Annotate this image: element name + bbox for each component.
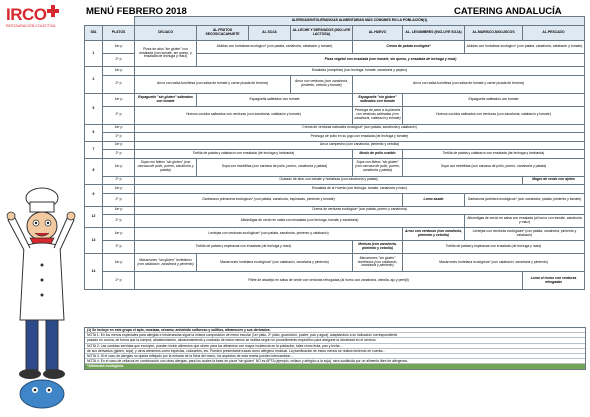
plate-first: 1er p (103, 254, 135, 272)
day-number: 8 (85, 158, 103, 185)
menu-cell: Muslo de pollo rustido (353, 150, 403, 159)
menu-cell: Arroz con verduras (con zanahoria, pimiento y cebolla) (403, 228, 465, 241)
note-line: NOTA 3: Si el caso de alergias no queda reflejado por la entrada de la ficha del menú, los aspectos de esta receta pueden intercambiar.... (85, 354, 585, 359)
plate-second: 2º p (103, 176, 135, 185)
menu-cell: Huevos cocidos salteados con verduras (con zanahoria, calabacín y tomate) (135, 106, 353, 124)
menu-cell: Macarrones "sin gluten" hortelanos (con calabacín, zanahoria y pimiento) (135, 254, 197, 272)
menu-cell: Sopa con estrellitas (con carcasa de pollo, puerro, zanahoria y patata) (403, 158, 585, 176)
plate-first: 1er p (103, 228, 135, 241)
menu-cell: Espaguetis salteados con tomate (197, 93, 353, 106)
menu-cell: Ensalada (completa) (con lechuga, tomate, zanahoria y pepino) (135, 67, 585, 76)
header-dia: DÍA (85, 26, 103, 41)
menu-cell: Guisado de atún con tomate y hortalizas (con zanahoria y patata) (135, 176, 523, 185)
menu-cell: Alubias con hortalizas ecológico* (con patata, zanahoria, calabacín y tomate) (465, 41, 585, 54)
plate-second: 2º p (103, 241, 135, 254)
plate-second: 2º p (103, 75, 135, 93)
header-leche: AL.LECHE Y DERIVADOS (INCLUYE LACTOSA) (291, 26, 353, 41)
note-line: NOTA 1: En los menús especiales para alergias e intolerancias sigue la misma composición de menú escolar (1er plato, 2º plato, guarnición, postre, pan y agua), adaptándolo a su indicación correspondiente. (85, 333, 585, 338)
plate-second: 2º p (103, 54, 135, 67)
menu-cell: Crema de patata ecológica* (353, 41, 465, 54)
day-number: 14 (85, 254, 103, 290)
note-line: pasado en cocina, de forma que la compra, abastecimiento, almacenamiento y cocinado de estos menús se realiza según un procedimiento específico para asegurar la idoneidad en el servicio. (85, 338, 585, 343)
plate-second: 2º p (103, 193, 135, 206)
note-footer: *Alimentos ecológicos (85, 364, 585, 368)
menu-cell: Albóndigas de cerdo en salsa con ensalada (al horno con tomate, zanahoria y maíz) (465, 215, 585, 228)
plate-second: 2º p (103, 150, 135, 159)
menu-cell: Espaguetis "sin gluten" salteados con tomate (353, 93, 403, 106)
menu-cell: Garbanzos primavera ecológicos* (con patata, zanahoria, espinacas, pimiento y tomate) (135, 193, 403, 206)
menu-cell: Sopa con estrellitas (con carcasa de pollo, puerro, zanahoria y patata) (197, 158, 353, 176)
allergy-group-header: ALERGIAS/INTOLERANCIAS ALIMENTARIAS MÁS COMUNES EN LA POBLACIÓN(1) (135, 17, 585, 26)
menu-cell: Pizza vegetal con ensalada (con tomate, sin queso, y ensalada de lechuga y maíz) (197, 54, 585, 67)
menu-cell: Espaguetis "sin gluten" salteados con tomate (135, 93, 197, 106)
day-number: 6 (85, 124, 103, 141)
menu-cell: Crema de verduras naturales ecológica* (con patata, zanahoria y calabacín) (135, 124, 585, 133)
note-line: de sus derivados (gluten, soja), y otros alimentos como especias, colorantes, etc. Pueden presentarse trazas como alérgeno residual. La planificación de estos menús se realiza teniendo en cuenta... (85, 349, 585, 354)
header-marisco: AL.MARISCO-MOLUSCOS (465, 26, 523, 41)
menu-cell: Arroz campesino (con zanahoria, pimiento y cebolla) (135, 141, 585, 150)
footnotes (84, 327, 586, 370)
menu-cell: Lentejas con verduras ecológicas* (con patata, zanahoria, pimiento y calabacín) (135, 228, 403, 241)
day-number: 5 (85, 93, 103, 124)
day-number: 9 (85, 185, 103, 207)
menu-cell: Macarrones hortelana ecológicos* (con calabacín, zanahoria y pimiento) (197, 254, 353, 272)
menu-cell: Pizza de atún "sin gluten" con ensalada (con tomate, sin queso, y ensalada de lechuga y maíz) (135, 41, 197, 67)
header-huevo: AL.HUEVO (353, 26, 403, 41)
menu-cell: Lentejas con verduras ecológicas* (con patata, zanahoria, pimiento y calabacín) (465, 228, 585, 241)
menu-title: MENÚ FEBRERO 2018 (86, 6, 187, 17)
allergy-menu-table (84, 16, 585, 290)
menu-cell: Arroz con salsa boloñesa (con salsa de tomate y carne picada de ternera) (353, 75, 585, 93)
plate-second: 2º p (103, 133, 135, 142)
menu-cell: Pechuga de pollo en su jugo con ensalada (de lechuga y tomate) (135, 133, 585, 142)
plate-first: 1er p (103, 185, 135, 194)
caterer-name: CATERING ANDALUCÍA (454, 6, 562, 17)
day-number: 1 (85, 41, 103, 67)
day-number: 7 (85, 141, 103, 158)
note-line: NOTA 2: Las comidas servidas que excluyen, pueden incluir alimentos que sirven para los alimentos con mayor incidencia en la población, tales como fruta, pan y leche... (85, 344, 585, 349)
header-frutos: AL.FRUTOS SECOS/CACAHUETE (197, 26, 249, 41)
header-soja: AL.SOJA (249, 26, 291, 41)
header-pescado: AL.PESCADO (523, 26, 585, 41)
menu-cell: Macarrones hortelana ecológicos* (con calabacín, zanahoria y pimiento) (403, 254, 585, 272)
menu-cell: Arroz con salsa boloñesa (con salsa de tomate y carne picada de ternera) (135, 75, 291, 93)
header-celiaco: CELIACO (135, 26, 197, 41)
menu-cell: Albóndigas de cerdo en salsa con ensalada (con lechuga, tomate y zanahoria) (135, 215, 465, 228)
menu-cell: Alubias con hortalizas ecológico* (con patata, zanahoria, calabacín y tomate) (197, 41, 353, 54)
menu-cell: Tortilla de patata y calabacín con ensalada (de lechuga y lombarda) (403, 150, 585, 159)
menu-cell: Tortilla de patata y espinacas con ensalada (de lechuga y maíz) (135, 241, 353, 254)
day-number: 13 (85, 228, 103, 254)
menu-cell: Espaguetis salteados con tomate (403, 93, 585, 106)
plate-first: 1er p (103, 41, 135, 54)
menu-cell: Filete de abadejo en salsa de verde con verduras rehogadas (al horno con zanahoria, cebolla, ajo y perejil) (135, 272, 523, 290)
plate-second: 2º p (103, 106, 135, 124)
plate-first: 1er p (103, 141, 135, 150)
menu-cell: Sopa con fideos "sin gluten" (con carcasa de pollo, puerro, zanahoria y patata) (135, 158, 197, 176)
plate-first: 1er p (103, 124, 135, 133)
day-number: 2 (85, 67, 103, 94)
logo-cross-icon (46, 4, 60, 18)
menu-cell: Ensalada de la Huerta (con lechuga, tomate, zanahoria y maíz) (135, 185, 585, 194)
plate-second: 2º p (103, 272, 135, 290)
menu-cell: Garbanzos jardinera ecológicos* (con zanahoria, patata, pimiento y tomate) (465, 193, 585, 206)
plate-first: 1er p (103, 67, 135, 76)
chef-mascot-illustration (2, 180, 82, 415)
plate-first: 1er p (103, 158, 135, 176)
note-line: (1) Se incluye en este grupo el apio, mostaza, sésamo, anhídrido sulfuroso y sulfitos, altramuces y sus derivados. (85, 328, 585, 333)
menu-cell: Huevos cocidos salteados con verduras (con zanahoria, calabacín y tomate) (403, 106, 585, 124)
menu-cell: Tortilla de patata y espinacas con ensalada (de lechuga y maíz) (403, 241, 585, 254)
menu-cell: Crema de verduras ecológica* (con patata, puerro y zanahoria) (135, 206, 585, 215)
note-line: NOTA 4: En el caso de celiacos en combinación con otras alergias, para los cuales la base de pizza "sin gluten" NO es APTA (ejemplo, celiaco y alérgico a la soja), será sustituida por un alimento libre de alérgenos. (85, 359, 585, 364)
menu-cell: Lomo al horno con verduras rehogadas (523, 272, 585, 290)
day-number: 12 (85, 206, 103, 228)
plate-first: 1er p (103, 206, 135, 215)
menu-cell: Lomo asado (403, 193, 465, 206)
logo-text: IRCO (6, 5, 47, 24)
menu-cell: Magro de cerdo con ajetes (523, 176, 585, 185)
header-legumbres: AL. LEGUMBRES (INCLUYE SOJA) (403, 26, 465, 41)
irco-logo (6, 6, 66, 36)
plate-second: 2º p (103, 215, 135, 228)
menu-cell: Arroz con verduras (con zanahoria, pimiento, cebolla y tomate) (291, 75, 353, 93)
plate-first: 1er p (103, 93, 135, 106)
header-platos: PLATOS (103, 26, 135, 41)
menu-cell: Tortilla de patata y calabacín con ensalada (de lechuga y lombarda) (135, 150, 353, 159)
menu-cell: Sopa con fideos "sin gluten" (con carcasa de pollo, puerro, zanahoria y patata) (353, 158, 403, 176)
menu-cell: Merluza (con zanahoria, pimiento y cebolla) (353, 241, 403, 254)
menu-cell: Pechuga de pavo a la plancha con verduras salteadas (con zanahoria, calabacín y tomate) (353, 106, 403, 124)
logo-subtitle: RESTAURACIÓN COLECTIVA (6, 24, 56, 28)
menu-cell: Macarrones "sin gluten" hortelanos (con calabacín, zanahoria y pimiento) (353, 254, 403, 272)
